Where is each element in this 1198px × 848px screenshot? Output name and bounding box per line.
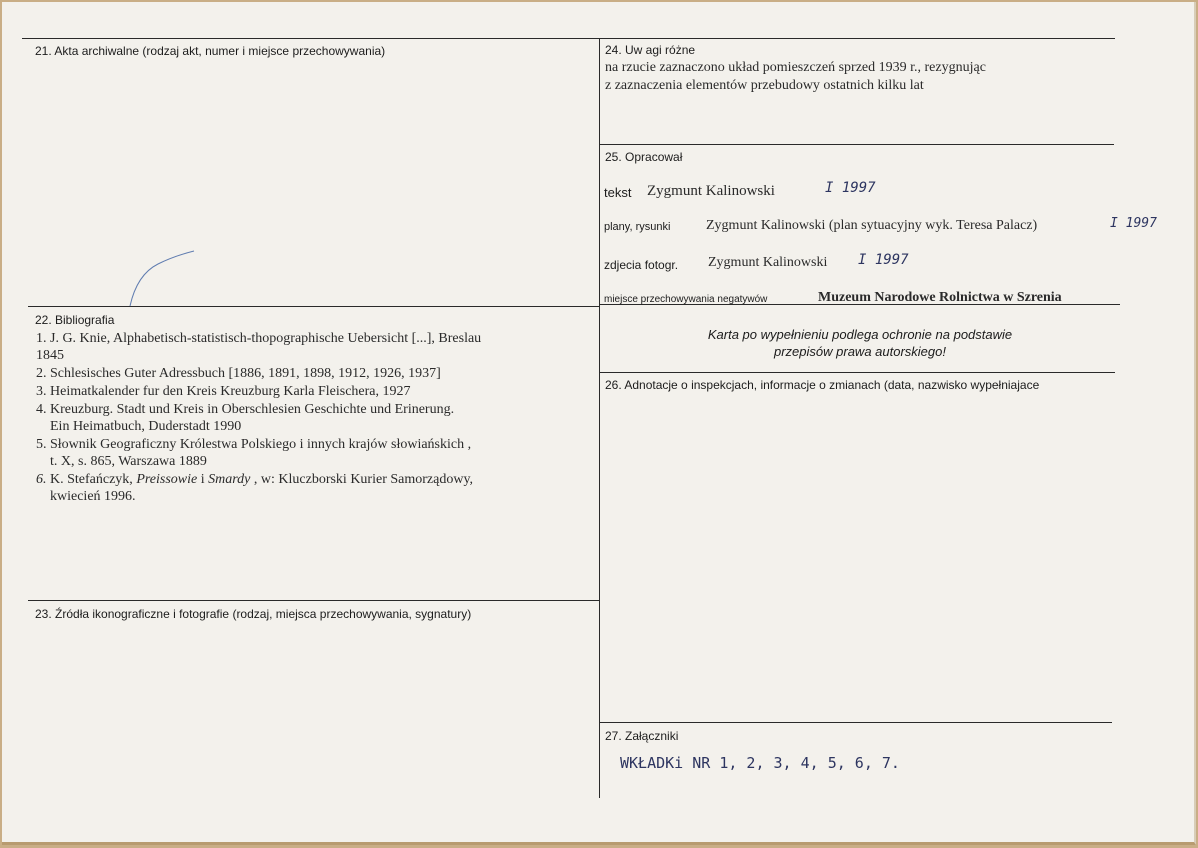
zdjecia-date: I 1997: [858, 252, 909, 268]
negatywy-value: Muzeum Narodowe Rolnictwa w Szrenia: [818, 290, 1062, 305]
tekst-label: tekst: [604, 185, 632, 200]
top-rule: [22, 38, 1115, 39]
bibliography-entry: 6. K. Stefańczyk, Preissowie i Smardy , w: Kluczborski Kurier Samorządowy, kwiecień 1996.: [36, 472, 474, 504]
bibliography-entry: 2. Schlesisches Guter Adressbuch [1886, 1891, 1898, 1912, 1926, 1937]: [36, 366, 441, 381]
field-25-label: 25. Opracował: [605, 150, 683, 164]
bibliography-entry: 4. Kreuzburg. Stadt und Kreis in Oberschlesien Geschichte und Erinerung. Ein Heimatbuch, Duderstadt 1990: [36, 402, 455, 434]
bibliography-list: [36, 330, 596, 506]
field-24-line-2: z zaznaczenia elementów przebudowy ostatnich kilku lat: [605, 78, 924, 93]
zdjecia-value: Zygmunt Kalinowski: [708, 255, 828, 270]
copyright-note: Karta po wypełnieniu podlega ochronie na podstawie przepisów prawa autorskiego!: [707, 327, 1013, 359]
field-24-line-1: na rzucie zaznaczono układ pomieszczeń sprzed 1939 r., rezygnując: [605, 60, 986, 75]
column-divider: [599, 38, 600, 798]
rule-25-26: [600, 372, 1115, 373]
bibliography-entry: 5. Słownik Geograficzny Królestwa Polskiego i innych krajów słowiańskich , t. X, s. 865, Warszawa 1889: [36, 437, 472, 469]
rule-22-23: [28, 600, 600, 601]
field-22-label: 22. Bibliografia: [35, 313, 115, 327]
field-26-label: 26. Adnotacje o inspekcjach, informacje o zmianach (data, nazwisko wypełniajace: [605, 378, 1040, 392]
field-23-label: 23. Źródła ikonograficzne i fotografie (rodzaj, miejsca przechowywania, sygnatury): [35, 607, 472, 621]
tekst-value: Zygmunt Kalinowski: [647, 183, 775, 199]
field-21-label: 21. Akta archiwalne (rodzaj akt, numer i miejsce przechowywania): [35, 44, 386, 58]
field-24-label: 24. Uw agi różne: [605, 43, 696, 57]
tekst-date: I 1997: [825, 180, 876, 196]
field-27-value: WKŁADKi NR 1, 2, 3, 4, 5, 6, 7.: [620, 754, 900, 772]
plany-value: Zygmunt Kalinowski (plan sytuacyjny wyk. Teresa Palacz): [706, 218, 1038, 233]
plany-label: plany, rysunki: [604, 221, 671, 233]
field-27-label: 27. Załączniki: [605, 729, 679, 743]
rule-26-27: [600, 722, 1112, 723]
bibliography-entry: 3. Heimatkalender fur den Kreis Kreuzburg Karla Fleischera, 1927: [36, 384, 411, 399]
rule-21-22: [28, 306, 600, 307]
pen-stroke: [128, 248, 198, 310]
rule-24-25: [600, 144, 1114, 145]
bibliography-entry: 1. J. G. Knie, Alphabetisch-statistisch-thopographische Uebersicht [...], Breslau 1845: [36, 331, 482, 363]
negatywy-label: miejsce przechowywania negatywów: [604, 294, 768, 305]
plany-date: I 1997: [1110, 216, 1157, 231]
zdjecia-label: zdjecia fotogr.: [604, 258, 679, 272]
